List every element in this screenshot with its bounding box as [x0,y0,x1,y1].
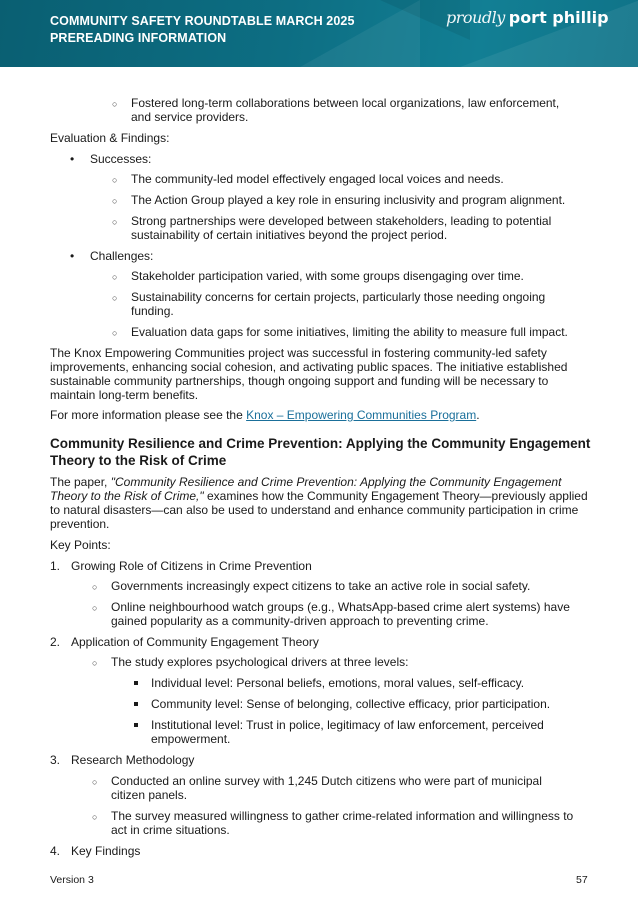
list-number: 3. [50,753,61,767]
list-number: 4. [50,844,61,858]
circle-bullet-icon: ○ [112,328,118,338]
list-number: 2. [50,635,61,649]
circle-bullet-icon: ○ [92,658,98,668]
list-item: Strong partnerships were developed between stakeholders, leading to potential sustainability of certain initiatives beyond the project period. [131,214,552,242]
brand-script: proudly [446,8,505,27]
list-item: Institutional level: Trust in police, legitimacy of law enforcement, perceived empowerment. [151,718,544,746]
list-item: The survey measured willingness to gather crime-related information and willingness to act in crime situations. [111,809,574,837]
document-title [50,13,355,47]
list-item: The Action Group played a key role in ensuring inclusivity and program alignment. [131,193,566,207]
page-number: 57 [576,874,588,886]
bullet-icon: • [70,152,75,166]
circle-bullet-icon: ○ [92,777,98,787]
more-info-prefix: For more information please see the [50,408,247,422]
list-item: Key Findings [71,844,141,858]
challenges-label: Challenges: [90,249,154,263]
brand-name: port phillip [508,8,609,27]
paper-title: "Community Resilience and Crime Prevention: Applying the Community Engagement Theory to the Risk of Crime," [50,475,562,503]
circle-bullet-icon: ○ [92,812,98,822]
circle-bullet-icon: ○ [112,99,118,109]
key-points-label: Key Points: [50,538,111,552]
page-header [0,0,638,67]
footer-version: Version 3 [50,874,94,886]
list-number: 1. [50,559,61,573]
square-bullet-icon [134,723,138,727]
circle-bullet-icon: ○ [112,293,118,303]
list-item: Stakeholder participation varied, with some groups disengaging over time. [131,269,524,283]
document-title-line1: COMMUNITY SAFETY ROUNDTABLE MARCH 2025 [50,14,355,28]
more-info-line [50,408,590,422]
paper-paragraph [50,475,590,531]
circle-bullet-icon: ○ [112,175,118,185]
list-item: Conducted an online survey with 1,245 Dutch citizens who were part of municipal citizen panels. [111,774,542,802]
circle-bullet-icon: ○ [92,582,98,592]
list-item: Community level: Sense of belonging, collective efficacy, prior participation. [151,697,551,711]
program-link[interactable]: Knox – Empowering Communities Program [246,408,477,422]
brand-logo [446,8,609,28]
evaluation-heading: Evaluation & Findings: [50,131,170,145]
list-item: Online neighbourhood watch groups (e.g., WhatsApp-based crime alert systems) have gained popularity as a community-driven approach to preventing crime. [111,600,570,628]
circle-bullet-icon: ○ [92,603,98,613]
circle-bullet-icon: ○ [112,272,118,282]
list-item: The community-led model effectively engaged local voices and needs. [131,172,504,186]
list-item: Individual level: Personal beliefs, emotions, moral values, self-efficacy. [151,676,525,690]
successes-label: Successes: [90,152,152,166]
list-item: Fostered long-term collaborations between local organizations, law enforcement, and service providers. [131,96,560,124]
list-item: Governments increasingly expect citizens to take an active role in social safety. [111,579,531,593]
section-heading: Community Resilience and Crime Prevention: Applying the Community Engagement Theory to the Risk of Crime [50,436,591,468]
circle-bullet-icon: ○ [112,217,118,227]
paper-prefix: The paper, [50,475,111,489]
circle-bullet-icon: ○ [112,196,118,206]
list-item: Evaluation data gaps for some initiatives, limiting the ability to measure full impact. [131,325,568,339]
paper-description: examines how the Community Engagement Theory—previously applied to natural disasters—can also be used to understand and enhance community participation in crime prevention. [50,489,588,531]
square-bullet-icon [134,681,138,685]
square-bullet-icon [134,702,138,706]
list-item: Sustainability concerns for certain projects, particularly those needing ongoing funding. [131,290,546,318]
list-item: Research Methodology [71,753,195,767]
more-info-suffix: . [476,408,480,422]
bullet-icon: • [70,249,75,263]
list-item: Application of Community Engagement Theory [71,635,319,649]
list-item: The study explores psychological drivers at three levels: [111,655,409,669]
list-item: Growing Role of Citizens in Crime Prevention [71,559,312,573]
document-title-line2: PREREADING INFORMATION [50,31,227,45]
summary-paragraph: The Knox Empowering Communities project was successful in fostering community-led safety improvements, enhancing social cohesion, and activating public spaces. The initiative established sustainable community partnerships, though ongoing support and funding will be necessary to maintain long-term benefits. [50,346,568,402]
